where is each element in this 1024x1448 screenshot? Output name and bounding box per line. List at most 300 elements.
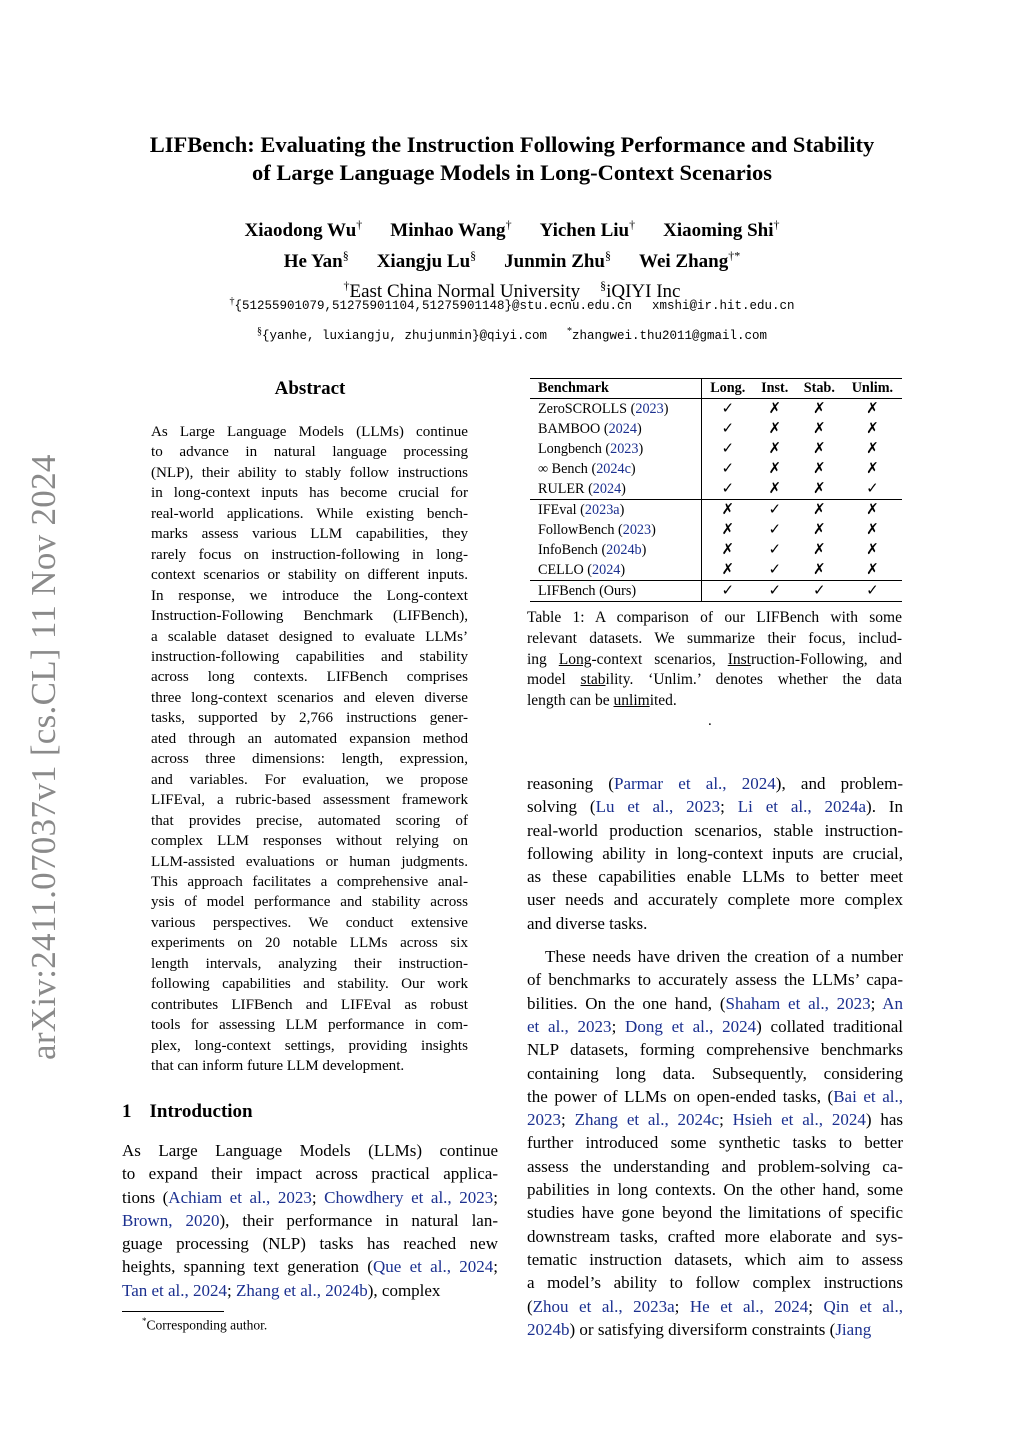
cross-icon: ✗ [721,520,735,538]
abstract-line: length intervals, analyzing their instruction- [151,955,468,972]
intro-line [122,1209,498,1232]
abstract-line: to advance in natural language processing [151,444,468,461]
table-row [530,560,902,581]
text-run: ( [618,521,623,538]
email-text: zhangwei.thu2011@gmail.com [572,329,768,344]
table-mark-cell [701,459,753,479]
benchmark-label: IFEval [538,501,581,518]
abstract-line: Instruction-Following Benchmark (LIFBench), [151,608,468,625]
author-name: Junmin Zhu§ [504,248,612,272]
benchmark-name [530,479,701,500]
benchmark-name [530,459,701,479]
text-run: ) [638,440,644,457]
citation-link: Que et al., 2024 [372,1257,494,1277]
intro-line [527,992,903,1015]
citation-link: 2023 [635,400,664,417]
underlined-text: Long [558,650,592,668]
table-mark-cell [754,520,796,540]
table-mark-cell [701,439,753,459]
caption-line [527,650,902,671]
text-run: ) [620,561,626,578]
text-run: ), their performance in natural lan- [219,1210,499,1230]
intro-line [527,795,903,818]
check-icon: ✓ [721,399,735,417]
check-icon: ✓ [721,479,735,497]
table-mark-cell [796,479,843,500]
intro-line [122,1255,498,1278]
footnote-rule [122,1311,224,1312]
footnote-text: Corresponding author. [146,1317,268,1333]
citation-link: 2023 [527,1110,561,1130]
citation-link: 2023 [610,440,639,457]
abstract-line: various perspectives. We conduct extensive [151,914,468,931]
author-mark: † [629,218,636,232]
cross-icon: ✗ [866,459,879,477]
table-mark-cell [796,500,843,521]
citation-link: He et al., 2024 [689,1296,809,1316]
table-mark-cell [796,419,843,439]
cross-icon: ✗ [813,500,826,518]
intro-line [527,1062,903,1085]
citation-link: Tan et al., 2024 [122,1280,228,1300]
table-row [530,500,902,521]
benchmark-label: LIFBench (Ours) [538,582,637,599]
citation-link: Parmar et al., 2024 [613,774,776,793]
abstract-line: plex, long-context settings, providing insights [151,1037,468,1054]
citation-link: Dong et al., 2024 [625,1016,757,1036]
underlined-text: Inst [727,650,751,668]
caption-line [527,691,902,712]
check-icon: ✓ [768,500,782,518]
text-run: ; [870,993,883,1013]
text-run: ; [808,1296,824,1316]
text-run: ) collated traditional [756,1016,903,1036]
table-mark-cell [701,399,753,420]
email-block [100,289,924,349]
table-mark-cell [843,560,902,581]
paragraph-gap [527,935,903,945]
table-mark-cell [843,479,902,500]
cross-icon: ✗ [768,399,782,417]
text-run: ( [630,400,636,417]
intro-line [527,842,903,865]
abstract-line: across long contexts. LIFBench comprises [151,669,468,686]
cross-icon: ✗ [813,459,826,477]
text-run: ; [493,1187,498,1207]
check-icon: ✓ [721,419,735,437]
text-run: ). In [866,797,903,817]
table-mark-cell [843,500,902,521]
text-run: ( [603,420,609,437]
table-mark-cell [754,560,796,581]
citation-link: An [882,993,903,1013]
table-mark-cell [754,500,796,521]
intro-paragraph-1 [527,772,903,935]
citation-link: 2024 [592,480,622,497]
text-run: These needs have driven the creation of a number [545,947,903,967]
text-run: ; [611,1016,626,1036]
author-mark: § [605,248,612,263]
intro-line [527,1248,903,1271]
table-mark-cell [843,581,902,602]
author-mark: † [773,218,780,232]
table-mark-cell [796,399,843,420]
intro-line [527,1085,903,1108]
citation-link: Achiam et al., 2023 [168,1187,312,1207]
text-run: ) [621,480,626,497]
text-run: Table 1: A comparison of our LIFBench with some [527,609,902,626]
table-mark-cell [796,540,843,560]
text-run: assess the understanding and problem-solving ca- [527,1156,903,1176]
table-row [530,459,902,479]
benchmark-name [530,520,701,540]
text-run: ility. ‘Unlim.’ denotes whether the data [605,671,902,689]
section-heading-introduction [122,1101,253,1123]
footnote [142,1316,267,1334]
email-text: {yanhe, luxiangju, zhujunmin}@qiyi.com [261,329,547,344]
paper-title [100,131,924,187]
email-row-2 [100,319,924,349]
table-mark-cell [754,479,796,500]
text-run: ) [619,501,625,518]
affiliation-name: East China Normal University [349,280,581,302]
intro-line [527,1131,903,1154]
citation-link: Qin et al., [823,1296,904,1316]
text-run: real-world production scenarios, stable instruction- [527,820,903,840]
table-header-cell: Stab. [803,380,835,396]
cross-icon: ✗ [768,479,782,497]
abstract-line: real-world applications. While existing bench- [151,505,468,522]
author-name: Xiaoming Shi† [663,218,780,242]
section-number: 1 [122,1101,132,1122]
caption-dot: . [708,713,712,729]
abstract-line: In response, we introduce the Long-context [151,587,468,604]
table-mark-cell [843,540,902,560]
text-run: model [527,671,581,689]
abstract-line: a scalable dataset designed to evaluate LLMs’ [151,628,468,645]
underlined-text: stab [580,671,606,689]
email-text: {51255901079,51275901104,51275901148}@stu.ecnu.edu.cn [234,299,633,314]
citation-link: Jiang [835,1319,872,1339]
check-icon: ✓ [768,581,782,599]
email-address [229,296,633,314]
text-run: the power of LLMs on open-ended tasks, ( [527,1086,834,1106]
text-run: ( [527,1296,533,1316]
table-mark-cell [701,520,753,540]
table-mark-cell [796,459,843,479]
benchmark-label: ZeroSCROLLS [538,400,631,417]
abstract-line: tasks, supported by 2,766 instructions gener- [151,710,468,727]
cross-icon: ✗ [866,540,879,558]
text-run: solving ( [527,797,596,817]
benchmark-label: InfoBench [538,541,602,558]
citation-link: Hsieh et al., 2024 [732,1110,866,1130]
check-icon: ✓ [866,581,879,599]
table-mark-cell [754,419,796,439]
table-row [530,581,902,602]
text-run: ruction-Following, and [750,650,902,668]
intro-line [527,865,903,888]
benchmark-name [530,560,701,581]
benchmark-label: BAMBOO [538,420,604,437]
intro-line [122,1139,498,1162]
table-header-cell: Benchmark [530,379,701,399]
text-run: ; [720,797,738,817]
intro-line [527,945,903,968]
email-address [652,299,795,313]
text-run: heights, spanning text generation ( [122,1257,373,1277]
cross-icon: ✗ [866,560,879,578]
citation-link: Li et al., 2024a [737,797,867,817]
citation-link: Chowdhery et al., 2023 [324,1187,494,1207]
text-run: tematic instruction datasets, which aim to assess [527,1249,903,1269]
table-mark-cell [796,560,843,581]
table-mark-cell [754,581,796,602]
table-header-row [530,379,902,399]
author-mark: † [356,218,363,232]
table-mark-cell [796,439,843,459]
text-run: ), complex [367,1280,441,1300]
check-icon: ✓ [721,581,735,599]
table-row [530,520,902,540]
author-name: Xiangju Lu§ [376,248,477,272]
author-name: Wei Zhang†* [639,248,741,272]
citation-link: Lu et al., 2023 [595,797,721,817]
citation-link: 2023a [584,501,620,518]
benchmark-label: Longbench [538,440,606,457]
abstract-body [151,422,468,1077]
text-run: as these capabilities enable LLMs to better meet [527,867,903,887]
abstract-line: (NLP), their ability to stably follow instructions [151,464,468,481]
citation-link: Zhang et al., 2024c [574,1110,720,1130]
text-run: NLP datasets, forming comprehensive benchmarks [527,1040,903,1060]
intro-line [527,1155,903,1178]
text-run: ( [580,501,585,518]
intro-line [527,1295,903,1318]
text-run: ; [227,1280,237,1300]
abstract-line: ysis of model performance and stability across [151,894,468,911]
intro-line [527,912,903,935]
caption-line [527,670,902,691]
intro-line [527,968,903,991]
table-mark-cell [843,459,902,479]
benchmark-name [530,500,701,521]
abstract-line: This approach facilitates a comprehensive anal- [151,873,468,890]
table-mark-cell [701,500,753,521]
check-icon: ✓ [768,560,782,578]
comparison-table [530,378,902,602]
text-run: ) [641,541,647,558]
text-run: ), and problem- [775,774,903,793]
text-run: -context scenarios, [591,650,728,668]
text-run: guage processing (NLP) tasks has reached new [122,1234,498,1254]
email-address [256,326,547,344]
check-icon: ✓ [721,439,735,457]
intro-line [122,1186,498,1209]
author-mark: § [342,248,349,263]
check-icon: ✓ [866,479,879,497]
check-icon: ✓ [721,459,735,477]
table-row [530,399,902,420]
intro-line [122,1162,498,1185]
table-mark-cell [754,459,796,479]
text-run: ; [493,1257,499,1277]
benchmark-label: FollowBench [538,521,618,538]
author-mark: † [505,218,512,232]
abstract-line: instruction-following capabilities and stability [151,648,468,665]
email-address [567,326,768,344]
text-run: length can be [527,692,614,710]
benchmark-name [530,540,701,560]
abstract-line: three long-context scenarios and eleven diverse [151,689,468,706]
abstract-line: complex LLM responses without relying on [151,833,468,850]
intro-line [527,1178,903,1201]
email-row-1 [100,289,924,319]
text-run: ) has [865,1110,903,1130]
citation-link: Shaham et al., 2023 [725,993,871,1013]
cross-icon: ✗ [813,439,826,457]
underlined-text: unlim [613,692,650,710]
text-run: ) or satisfying diversiform constraints ( [569,1319,836,1339]
text-run: ( [605,440,611,457]
abstract-line: that provides precise, automated scoring of [151,812,468,829]
table-mark-cell [843,439,902,459]
text-run: bilities. On the one hand, ( [527,993,726,1013]
intro-line [527,1108,903,1131]
text-run: As Large Language Models (LLMs) continue [122,1141,498,1160]
title-line-1: LIFBench: Evaluating the Instruction Following Performance and Stability [149,132,875,157]
abstract-line: that can inform future LLM development. [151,1058,405,1075]
text-run: a model’s ability to follow complex instructions [527,1273,903,1293]
citation-link: 2024 [592,561,621,578]
abstract-line: experiments on 20 notable LLMs across six [151,935,468,952]
intro-line [122,1232,498,1255]
text-run: ) [651,521,656,538]
table-row [530,439,902,459]
intro-left-column [122,1139,498,1302]
text-run: ) [630,460,636,477]
intro-right-column [527,772,903,1341]
text-run: ( [587,561,592,578]
abstract-line: context scenarios or stability on different inputs. [151,567,468,584]
email-text: xmshi@ir.hit.edu.cn [652,299,795,314]
text-run: ( [591,460,597,477]
citation-link: Bai et al., [833,1086,903,1106]
benchmark-name [530,581,701,602]
table-mark-cell [701,560,753,581]
email-mark: * [567,326,572,338]
cross-icon: ✗ [866,520,879,538]
cross-icon: ✗ [813,560,826,578]
text-run: ; [719,1110,733,1130]
citation-link: Brown, 2020 [122,1210,220,1230]
author-mark: †* [728,248,741,263]
table-caption [527,608,902,712]
arxiv-stamp: arXiv:2411.07037v1 [cs.CL] 11 Nov 2024 [24,454,63,1060]
text-run: of benchmarks to accurately assess the LLMs’ capa- [527,970,903,990]
author-row-2 [100,243,924,273]
text-run: relevant datasets. We summarize their focus, includ- [527,629,902,647]
cross-icon: ✗ [768,439,782,457]
citation-link: 2024 [608,420,637,437]
table-mark-cell [843,419,902,439]
abstract-line: marks assess various LLM capabilities, they [151,526,468,543]
text-run: ited. [649,692,677,710]
cross-icon: ✗ [813,479,826,497]
intro-line [527,772,903,795]
intro-paragraph-2 [527,945,903,1341]
abstract-line: LLM-assisted evaluations or human judgments. [151,853,468,870]
cross-icon: ✗ [866,439,879,457]
citation-link: Zhou et al., 2023a [532,1296,675,1316]
cross-icon: ✗ [721,540,735,558]
text-run: downstream tasks, crafted more elaborate and sys- [527,1226,903,1246]
table-header-cell: Inst. [761,380,789,396]
benchmark-label: RULER [538,480,589,497]
text-run: tions ( [122,1187,169,1207]
text-run: further introduced some synthetic tasks to better [527,1133,903,1153]
text-run: ( [601,541,607,558]
author-name: Yichen Liu† [539,218,636,242]
benchmark-name [530,399,701,420]
table-row [530,540,902,560]
intro-line [527,888,903,911]
table-row [530,419,902,439]
intro-line [527,819,903,842]
author-mark: § [470,248,477,263]
cross-icon: ✗ [768,419,782,437]
text-run: ) [663,400,669,417]
text-run: ( [588,480,593,497]
table-mark-cell [796,581,843,602]
table-header-cell: Long. [710,380,746,396]
table-row [530,479,902,500]
text-run: ; [561,1110,575,1130]
caption-line [527,608,902,629]
cross-icon: ✗ [768,459,782,477]
table-body [530,399,902,602]
intro-line [527,1201,903,1224]
abstract-line: and variables. For evaluation, we propose [151,771,468,788]
abstract-line: tools for assessing LLM performance in com- [151,1017,468,1034]
text-run: ) [636,420,642,437]
table-mark-cell [754,439,796,459]
intro-line [527,1318,903,1341]
citation-link: 2024b [606,541,642,558]
check-icon: ✓ [768,520,782,538]
intro-line [527,1015,903,1038]
abstract-line: rarely focus on instruction-following in long- [151,546,468,563]
check-icon: ✓ [768,540,782,558]
title-line-2: of Large Language Models in Long-Context Scenarios [252,160,772,185]
cross-icon: ✗ [866,500,879,518]
affiliation-name: iQIYI Inc [606,280,681,302]
check-icon: ✓ [813,581,826,599]
footnote-mark: * [142,1316,147,1326]
table-mark-cell [701,479,753,500]
abstract-line: following capabilities and stability. Our work [151,976,468,993]
abstract-line: LIFEval, a rubric-based assessment framework [151,792,468,809]
cross-icon: ✗ [813,419,826,437]
cross-icon: ✗ [721,560,735,578]
benchmark-label: CELLO [538,561,588,578]
text-run: following ability in long-context inputs are crucial, [527,843,903,863]
table-mark-cell [754,540,796,560]
abstract-line: in long-context inputs has become crucial for [151,485,468,502]
text-run: studies have gone beyond the limitations of specific [527,1203,903,1223]
author-name: Minhao Wang† [390,218,512,242]
table-mark-cell [843,399,902,420]
